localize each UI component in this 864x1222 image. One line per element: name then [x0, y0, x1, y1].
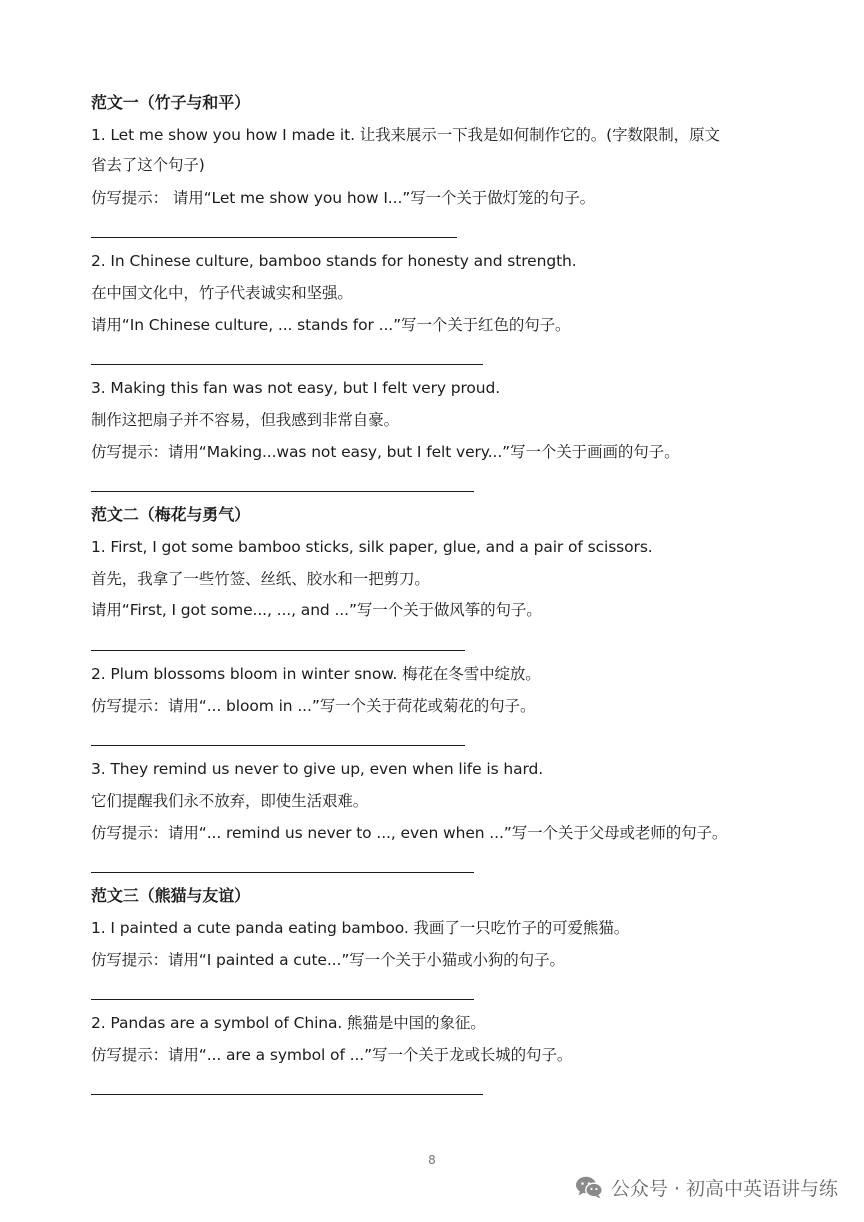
sentence-chinese: 在中国文化中，竹子代表诚实和坚强。: [91, 284, 353, 302]
sentence-chinese: 首先，我拿了一些竹签、丝纸、胶水和一把剪刀。: [91, 570, 430, 588]
answer-line: [91, 650, 465, 651]
section-heading: 范文一（竹子与和平）: [91, 93, 251, 112]
sentence-english: 2. Plum blossoms bloom in winter snow. 梅花在冬雪中绽放。: [91, 665, 541, 683]
watermark-text: 公众号 · 初高中英语讲与练: [610, 1177, 838, 1200]
section-heading: 范文二（梅花与勇气）: [91, 505, 251, 524]
answer-line: [91, 1094, 483, 1095]
sentence-english: 3. They remind us never to give up, even when life is hard.: [91, 760, 544, 778]
writing-hint: 仿写提示：请用“I painted a cute...”写一个关于小猫或小狗的句子。: [91, 951, 565, 969]
sentence-english: 1. Let me show you how I made it. 让我来展示一下我是如何制作它的。(字数限制，原文: [91, 126, 720, 144]
wechat-icon: [575, 1175, 603, 1199]
writing-hint: 请用“In Chinese culture, ... stands for ...”写一个关于红色的句子。: [91, 316, 571, 334]
sentence-english: 1. First, I got some bamboo sticks, silk paper, glue, and a pair of scissors.: [91, 538, 653, 556]
answer-line: [91, 237, 457, 238]
answer-line: [91, 872, 474, 873]
wechat-account-watermark: [575, 1172, 838, 1202]
sentence-chinese: 它们提醒我们永不放弃，即使生活艰难。: [91, 792, 369, 810]
answer-line: [91, 999, 474, 1000]
writing-hint: 仿写提示：请用“... bloom in ...”写一个关于荷花或菊花的句子。: [91, 697, 536, 715]
writing-hint: 仿写提示：请用“... are a symbol of ...”写一个关于龙或长城的句子。: [91, 1046, 573, 1064]
answer-line: [91, 491, 474, 492]
section-heading: 范文三（熊猫与友谊）: [91, 886, 251, 905]
page-number: 8: [428, 1153, 436, 1167]
sentence-english: 3. Making this fan was not easy, but I felt very proud.: [91, 379, 501, 397]
writing-hint: 仿写提示：请用“... remind us never to ..., even when ...”写一个关于父母或老师的句子。: [91, 824, 728, 842]
writing-hint: 请用“First, I got some..., ..., and ...”写一个关于做风筝的句子。: [91, 601, 542, 619]
answer-line: [91, 745, 465, 746]
answer-line: [91, 364, 483, 365]
sentence-english: 2. Pandas are a symbol of China. 熊猫是中国的象征。: [91, 1014, 486, 1032]
sentence-english: 1. I painted a cute panda eating bamboo. 我画了一只吃竹子的可爱熊猫。: [91, 919, 630, 937]
sentence-chinese: 制作这把扇子并不容易，但我感到非常自豪。: [91, 411, 400, 429]
sentence-continuation: 省去了这个句子): [91, 156, 205, 174]
sentence-english: 2. In Chinese culture, bamboo stands for honesty and strength.: [91, 252, 577, 270]
writing-hint: 仿写提示：请用“Making...was not easy, but I felt very...”写一个关于画画的句子。: [91, 443, 680, 461]
writing-hint: 仿写提示： 请用“Let me show you how I...”写一个关于做灯笼的句子。: [91, 189, 596, 207]
